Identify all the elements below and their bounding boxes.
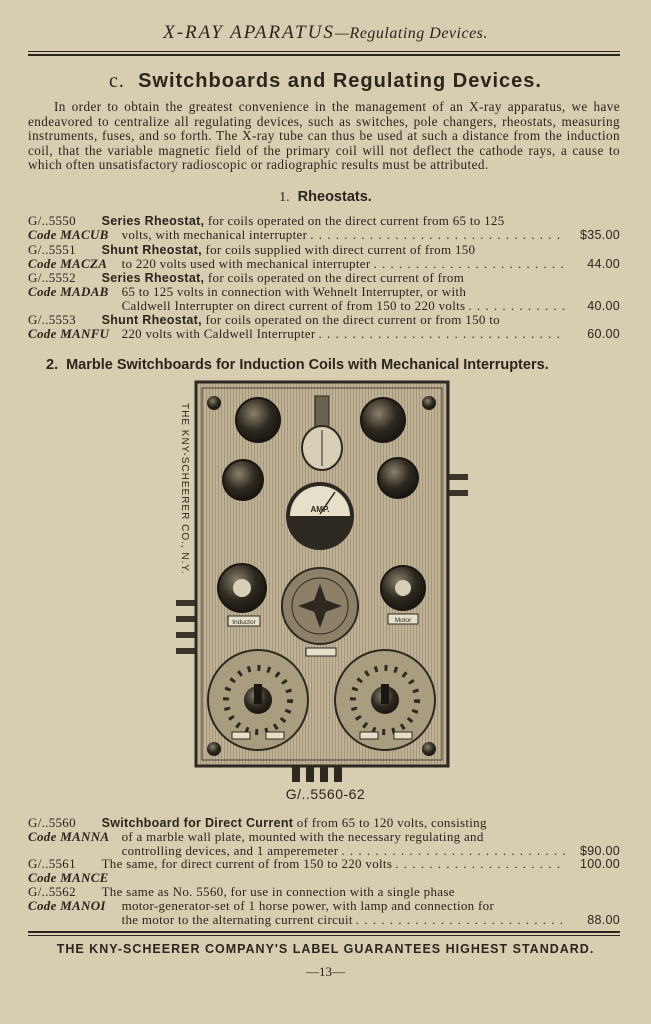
item-code: Code MADAB	[28, 284, 109, 300]
item-name: Series Rheostat,	[101, 271, 205, 285]
rheostats-title: Rheostats.	[297, 189, 372, 205]
item-desc: controlling devices, and 1 amperemeter	[121, 843, 339, 859]
catalog-entry	[28, 816, 620, 859]
header-rule-bottom	[28, 54, 620, 56]
item-desc: 220 volts with Caldwell Interrupter	[121, 326, 316, 342]
right-switch-label: Motor	[394, 617, 412, 624]
catalog-entry	[28, 857, 620, 885]
catalog-entry	[28, 243, 620, 271]
header-rule-top	[28, 51, 620, 52]
item-price: 40.00	[587, 299, 620, 314]
item-desc: Caldwell Interrupter on direct current of from 150 to 220 volts	[121, 298, 466, 314]
item-number: G/..5560	[28, 815, 76, 830]
figure-caption: G/..5560-62	[285, 786, 366, 802]
switchboards-heading	[46, 356, 626, 374]
item-name: Shunt Rheostat,	[101, 243, 202, 257]
section-title	[0, 70, 651, 93]
item-name: Switchboard for Direct Current	[101, 816, 294, 830]
leader-dots	[392, 857, 566, 871]
catalog-entry	[28, 313, 620, 341]
page-number: —13—	[306, 964, 345, 979]
running-title: X-RAY APARATUS	[163, 22, 335, 43]
catalog-entry	[28, 214, 620, 242]
item-desc: 65 to 125 volts in connection with Wehnelt Interrupter, or with	[121, 284, 467, 300]
item-price: 88.00	[587, 913, 620, 928]
item-price: 60.00	[587, 327, 620, 342]
item-desc: for coils operated on the direct current of from	[207, 270, 465, 285]
item-desc: for coils operated on the direct current from 65 to 125	[207, 213, 505, 228]
left-switch-label: Inductor	[232, 619, 256, 626]
item-price: 100.00	[579, 857, 620, 871]
switchboards-number: 2.	[46, 357, 59, 373]
running-subtitle: —Regulating Devices.	[334, 25, 488, 42]
leader-dots	[307, 228, 566, 242]
item-number: G/..5551	[28, 242, 76, 257]
item-code: Code MANOI	[28, 898, 106, 914]
item-number: G/..5553	[28, 312, 76, 327]
item-name: Shunt Rheostat,	[101, 313, 202, 327]
switchboard-illustration	[170, 378, 470, 782]
item-desc: motor-generator-set of 1 horse power, with lamp and connection for	[121, 898, 495, 914]
item-code: Code MANFU	[28, 326, 110, 342]
catalog-entry	[28, 271, 620, 314]
item-desc: to 220 volts used with mechanical interrupter	[121, 256, 371, 272]
item-desc: the motor to the alternating current circuit	[121, 912, 353, 928]
footer-rule-top	[28, 931, 620, 933]
leader-dots	[315, 327, 566, 341]
rheostats-heading	[0, 188, 651, 206]
item-desc: of a marble wall plate, mounted with the necessary regulating and	[121, 829, 484, 845]
item-number: G/..5552	[28, 270, 76, 285]
section-letter: c.	[109, 70, 125, 92]
item-name: Series Rheostat,	[101, 214, 205, 228]
rheostats-number: 1.	[279, 190, 290, 205]
item-code: Code MANNA	[28, 829, 110, 845]
maker-side-text: THE KNY-SCHEERER CO., N.Y.	[179, 403, 190, 575]
footer-rule-bottom	[28, 935, 620, 936]
switchboards-title: Marble Switchboards for Induction Coils with Mechanical Interrupters.	[66, 357, 549, 373]
item-price: 44.00	[587, 257, 620, 272]
item-desc: for coils operated on the direct current or from 150 to	[205, 312, 500, 327]
item-desc: volts, with mechanical interrupter	[121, 227, 308, 243]
meter-label: AMP.	[310, 505, 330, 514]
item-desc: The same, for direct current of from 150 to 220 volts	[101, 856, 393, 871]
item-desc: for coils supplied with direct current of from 150	[205, 242, 476, 257]
item-number: G/..5562	[28, 884, 76, 899]
item-code: Code MANCE	[28, 870, 109, 886]
catalog-entry	[28, 885, 620, 928]
item-price: $90.00	[579, 844, 620, 859]
item-code: Code MACUB	[28, 227, 109, 243]
item-desc: The same as No. 5560, for use in connection with a single phase	[101, 884, 455, 899]
leader-dots	[353, 913, 566, 927]
section-heading: Switchboards and Regulating Devices.	[138, 70, 542, 92]
footer-slogan: THE KNY-SCHEERER COMPANY'S LABEL GUARANTEES HIGHEST STANDARD.	[56, 942, 595, 956]
item-number: G/..5550	[28, 213, 76, 228]
intro-paragraph: In order to obtain the greatest convenience in the management of an X-ray apparatus, we have endeavored to centralize all regulating devices, such as switches, pole changers, rheostats, measuring instruments, fuses, and so forth. The X-ray tube can thus be used at such a distance from the induction coil, that the variable magnetic field of the primary coil will not deflect the cathode rays, a cause to which often unsatisfactory radioscopic or radiographic results must be attributed.	[28, 99, 620, 172]
item-code: Code MACZA	[28, 256, 108, 272]
item-desc: of from 65 to 120 volts, consisting	[296, 815, 487, 830]
item-price: $35.00	[579, 228, 620, 243]
item-number: G/..5561	[28, 856, 76, 871]
running-head	[0, 22, 651, 44]
